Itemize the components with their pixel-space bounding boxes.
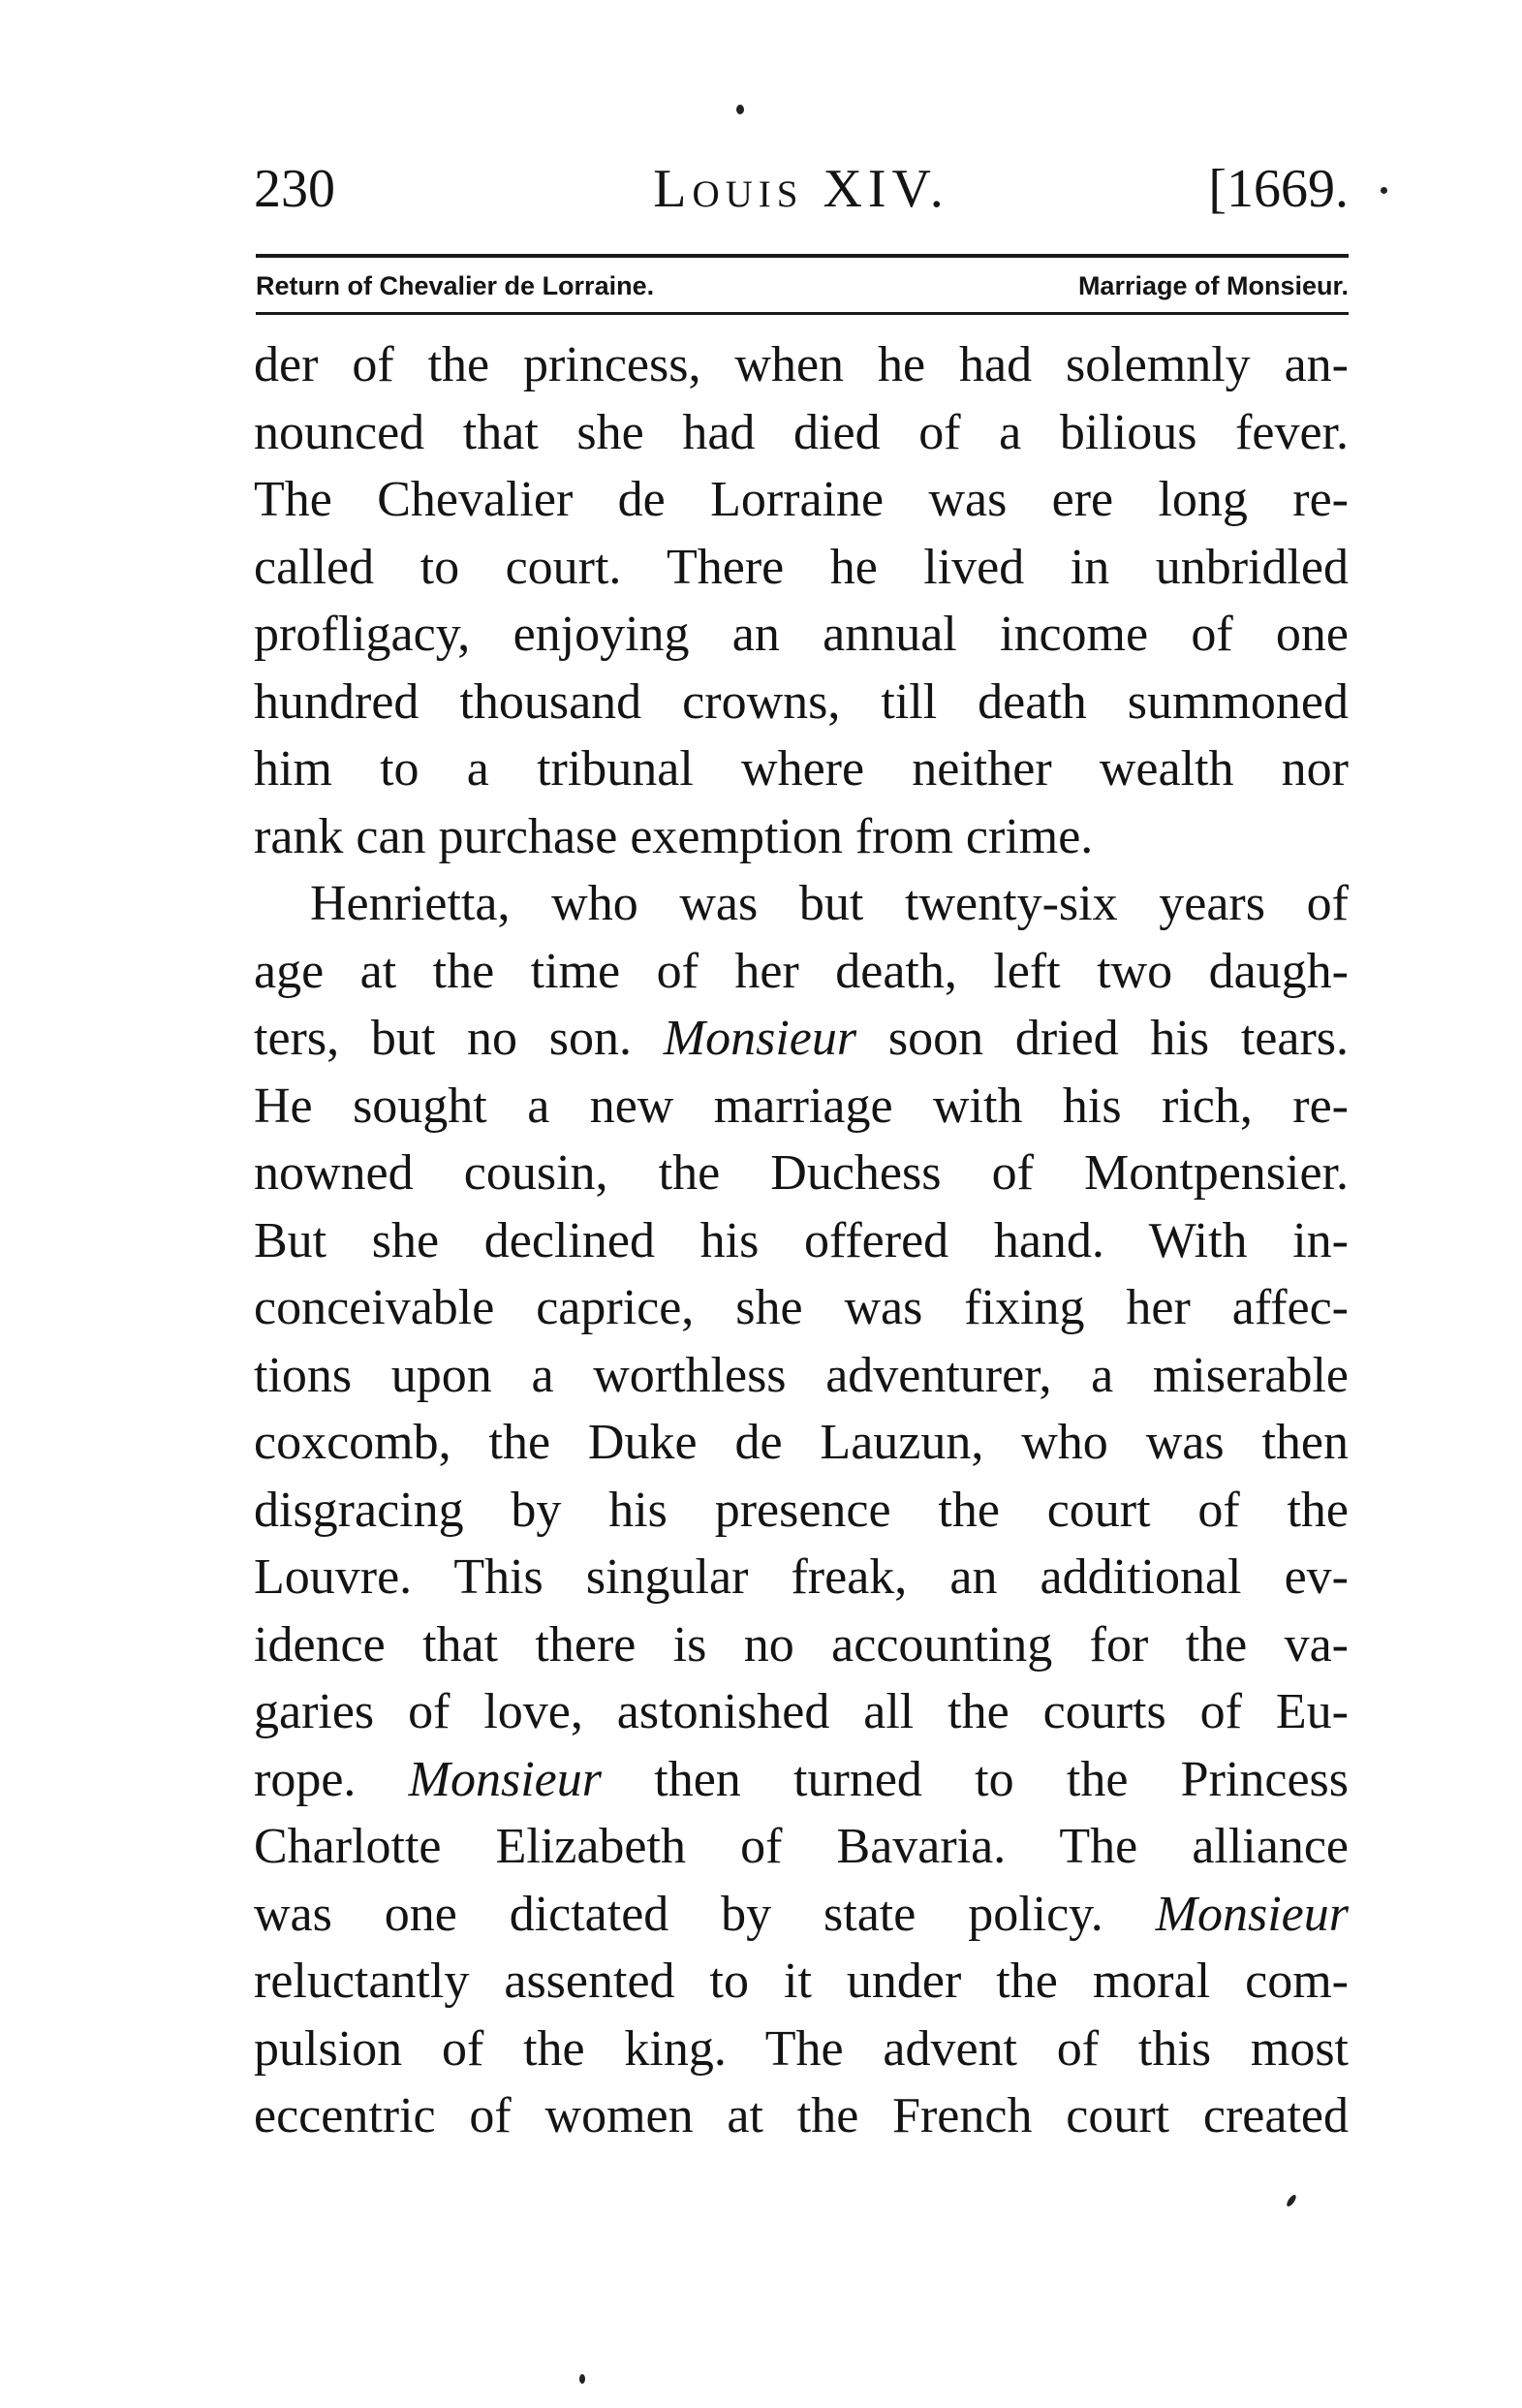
ink-speck — [1286, 2194, 1298, 2208]
text-fragment: soon dried his tears. — [887, 1011, 1349, 1066]
italic-name: Monsieur — [408, 1751, 602, 1807]
text-line: idence that there is no accounting for the va- — [254, 1616, 1349, 1673]
text-line: called to court. There he lived in unbridled — [254, 539, 1349, 595]
italic-name: Monsieur — [663, 1011, 857, 1066]
ink-speck — [579, 2374, 585, 2384]
text-line: pulsion of the king. The advent of this most — [254, 2020, 1349, 2077]
text-line: Henrietta, who was but twenty-six years of — [310, 876, 1349, 931]
text-line — [254, 1746, 1349, 1814]
text-line: nounced that she had died of a bilious fever. — [254, 404, 1349, 460]
text-line: The Chevalier de Lorraine was ere long re- — [254, 472, 1349, 527]
page-number: 230 — [254, 159, 335, 219]
text-fragment: then turned to the Princess — [654, 1751, 1349, 1807]
text-line: tions upon a worthless adventurer, a miserable — [254, 1347, 1349, 1403]
topic-headings — [256, 264, 1349, 308]
right-topic: Marriage of Monsieur. — [1077, 271, 1349, 300]
text-line: conceivable caprice, she was fixing her affec- — [254, 1280, 1349, 1335]
text-line: But she declined his offered hand. With in- — [254, 1212, 1349, 1268]
text-line: Louvre. This singular freak, an additional ev- — [254, 1549, 1349, 1605]
text-line: age at the time of her death, left two daugh- — [254, 943, 1349, 999]
body-text — [254, 331, 1349, 2150]
year-marker: [1669. — [1208, 159, 1349, 219]
text-line: hundred thousand crowns, till death summoned — [254, 673, 1349, 730]
text-line: Charlotte Elizabeth of Bavaria. The alliance — [254, 1819, 1349, 1874]
ink-speck — [736, 105, 744, 114]
text-line: nowned cousin, the Duchess of Montpensier. — [254, 1145, 1349, 1201]
text-line: disgracing by his presence the court of the — [254, 1482, 1349, 1538]
text-fragment: ters, but no son. — [254, 1011, 633, 1066]
ink-speck — [1381, 187, 1387, 194]
text-line — [254, 1881, 1349, 1949]
text-line: reluctantly assented to it under the moral com- — [254, 1954, 1349, 2009]
running-head — [254, 155, 1349, 223]
book-title: Louis XIV. — [653, 159, 949, 219]
italic-name: Monsieur — [1155, 1886, 1349, 1942]
text-fragment: was one dictated by state policy. — [254, 1886, 1103, 1942]
text-line — [254, 1005, 1349, 1073]
text-line: profligacy, enjoying an annual income of one — [254, 607, 1349, 662]
text-fragment: rope. — [254, 1751, 357, 1807]
text-line: der of the princess, when he had solemnly an- — [254, 337, 1349, 392]
text-line: rank can purchase exemption from crime. — [254, 808, 1094, 864]
header-rule-top — [256, 254, 1349, 258]
text-line: garies of love, astonished all the courts of Eu- — [254, 1684, 1349, 1739]
text-line: him to a tribunal where neither wealth nor — [254, 741, 1349, 797]
header-rule-bottom — [256, 312, 1349, 315]
left-topic: Return of Chevalier de Lorraine. — [256, 271, 655, 300]
text-line: eccentric of women at the French court created — [254, 2088, 1349, 2143]
text-line: coxcomb, the Duke de Lauzun, who was then — [254, 1415, 1349, 1470]
text-line: He sought a new marriage with his rich, re- — [254, 1078, 1349, 1134]
